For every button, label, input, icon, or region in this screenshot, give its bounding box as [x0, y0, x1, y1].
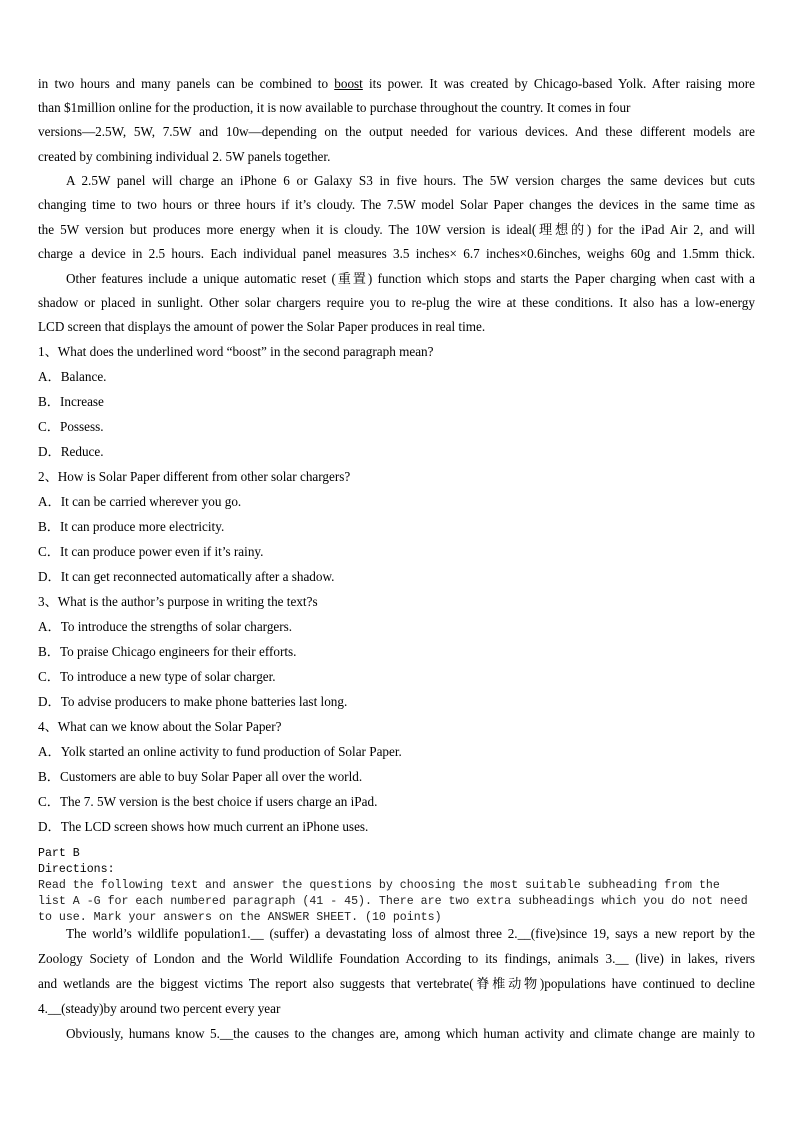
passage-line: created by combining individual 2. 5W panels together.: [38, 149, 331, 164]
option: C．It can produce power even if it’s rainy.: [38, 544, 264, 559]
passage-line: changing time to two hours or three hours if it’s cloudy. The 7.5W model Solar Paper changes the devices in the same time as: [38, 197, 755, 212]
option: A．To introduce the strengths of solar chargers.: [38, 619, 293, 634]
option: D．The LCD screen shows how much current an iPhone uses.: [38, 819, 369, 834]
question-4: 4、What can we know about the Solar Paper?: [38, 719, 282, 734]
directions-line: Read the following text and answer the questions by choosing the most suitable subheading from the: [38, 879, 720, 892]
passage-line: shadow or placed in sunlight. Other solar chargers require you to re-plug the wire at these conditions. It also has a low-energy: [38, 295, 755, 310]
directions-label: Directions:: [38, 863, 115, 876]
passage-line: [38, 75, 755, 93]
option: D．It can get reconnected automatically after a shadow.: [38, 569, 335, 584]
question-1: 1、What does the underlined word “boost” in the second paragraph mean?: [38, 344, 434, 359]
option: A．Yolk started an online activity to fund production of Solar Paper.: [38, 744, 402, 759]
text: its power. It was created by Chicago-based Yolk. After raising more: [362, 76, 755, 91]
part-b-line: and wetlands are the biggest victims The report also suggests that vertebrate(脊椎动物)populations have continued to decline: [38, 976, 755, 991]
option: C．To introduce a new type of solar charger.: [38, 669, 276, 684]
part-b-line: The world’s wildlife population1.__ (suffer) a devastating loss of almost three 2.__(five)since 19, says a new report by the: [66, 926, 755, 941]
part-b-title: Part B: [38, 847, 80, 860]
question-3: 3、What is the author’s purpose in writing the text?s: [38, 594, 318, 609]
option: A．Balance.: [38, 369, 107, 384]
directions-line: list A -G for each numbered paragraph (41 - 45). There are two extra subheadings which you do not need: [38, 895, 748, 908]
passage-line: charge a device in 2.5 hours. Each individual panel measures 3.5 inches× 6.7 inches×0.6inches, weighs 60g and 1.5mm thick.: [38, 246, 755, 261]
option: B．It can produce more electricity.: [38, 519, 225, 534]
passage-line: Other features include a unique automatic reset (重置) function which stops and starts the Paper charging when cast with a: [66, 271, 755, 286]
option: B．Increase: [38, 394, 104, 409]
passage-line: A 2.5W panel will charge an iPhone 6 or Galaxy S3 in five hours. The 5W version charges the same devices but cuts: [66, 173, 755, 188]
part-b-line: Obviously, humans know 5.__the causes to the changes are, among which human activity and climate change are mainly to: [66, 1026, 755, 1041]
passage-line: LCD screen that displays the amount of power the Solar Paper produces in real time.: [38, 319, 486, 334]
option: A．It can be carried wherever you go.: [38, 494, 242, 509]
option: B．To praise Chicago engineers for their efforts.: [38, 644, 297, 659]
option: D．To advise producers to make phone batteries last long.: [38, 694, 348, 709]
directions-line: to use. Mark your answers on the ANSWER SHEET. (10 points): [38, 911, 442, 924]
option: C．The 7. 5W version is the best choice if users charge an iPad.: [38, 794, 378, 809]
text: in two hours and many panels can be combined to: [38, 76, 335, 91]
passage-line: versions—2.5W, 5W, 7.5W and 10w—depending on the output needed for various devices. And these different models are: [38, 124, 755, 139]
option: B．Customers are able to buy Solar Paper all over the world.: [38, 769, 363, 784]
underlined-word: boost: [334, 76, 363, 91]
option: D．Reduce.: [38, 444, 104, 459]
question-2: 2、How is Solar Paper different from other solar chargers?: [38, 469, 351, 484]
passage-line: the 5W version but produces more energy when it is cloudy. The 10W version is ideal(理想的) for the iPad Air 2, and will: [38, 222, 755, 237]
option: C．Possess.: [38, 419, 104, 434]
part-b-line: 4.__(steady)by around two percent every year: [38, 1001, 281, 1016]
part-b-line: Zoology Society of London and the World Wildlife Foundation According to its findings, animals 3.__ (live) in lakes, rivers: [38, 951, 755, 966]
passage-line: than $1million online for the production, it is now available to purchase throughout the country. It comes in four: [38, 100, 631, 115]
